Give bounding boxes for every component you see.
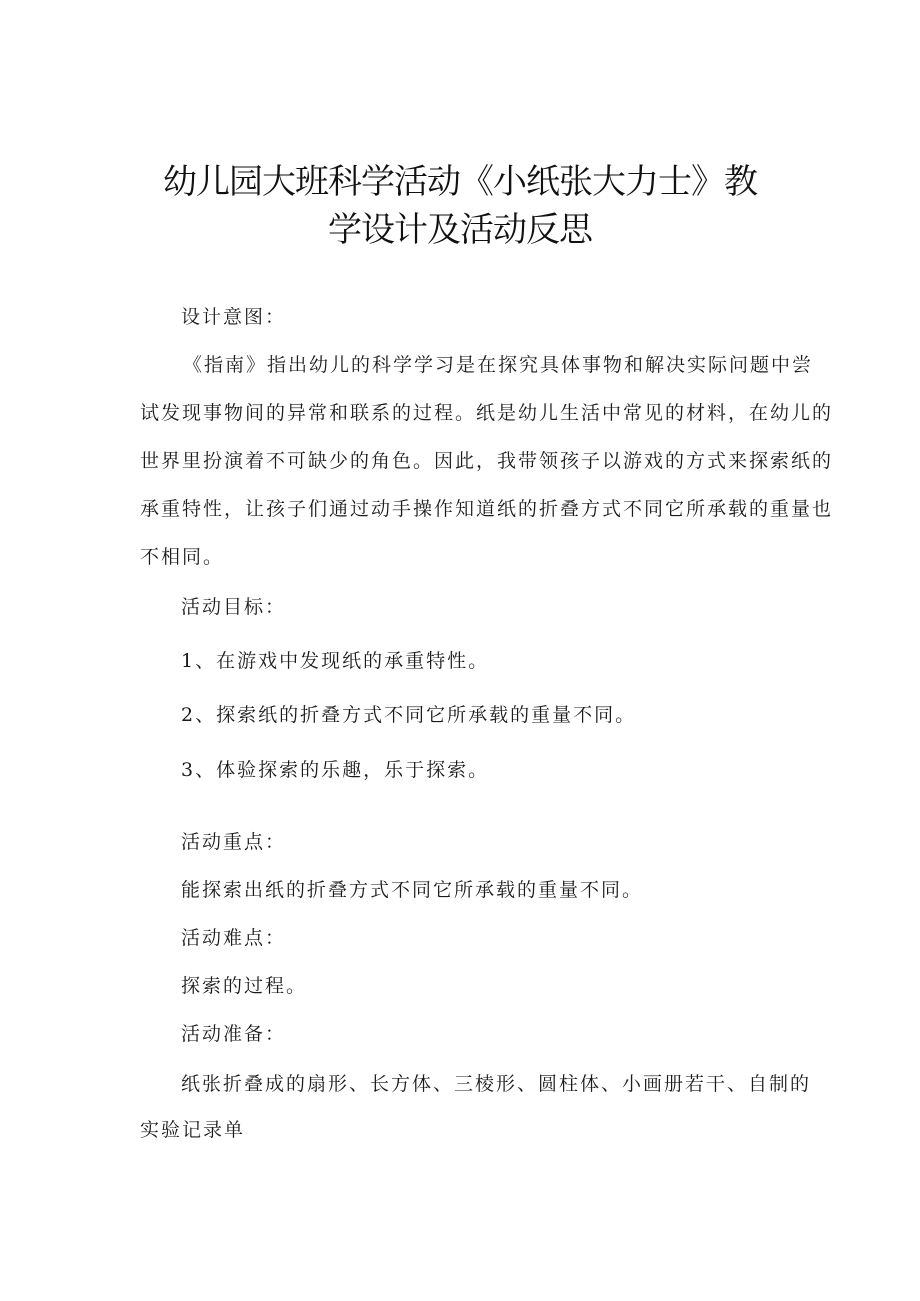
design-intent-line-2: 试发现事物间的异常和联系的过程。纸是幼儿生活中常见的材料，在幼儿的 xyxy=(140,402,834,424)
design-intent-line-4: 承重特性，让孩子们通过动手操作知道纸的折叠方式不同它所承载的重量也 xyxy=(140,498,834,520)
goal-item-3: 3、体验探索的乐趣，乐于探索。 xyxy=(181,759,490,781)
goals-heading: 活动目标： xyxy=(181,596,287,618)
preparation-line-2: 实验记录单 xyxy=(140,1119,246,1141)
design-intent-heading: 设计意图： xyxy=(181,306,287,328)
preparation-heading: 活动准备： xyxy=(181,1023,287,1045)
difficulty-heading: 活动难点： xyxy=(181,927,287,949)
key-point-text: 能探索出纸的折叠方式不同它所承载的重量不同。 xyxy=(181,879,644,901)
design-intent-line-5: 不相同。 xyxy=(140,546,225,568)
key-point-heading: 活动重点： xyxy=(181,831,287,853)
design-intent-line-3: 世界里扮演着不可缺少的角色。因此，我带领孩子以游戏的方式来探索纸的 xyxy=(140,450,834,472)
goal-item-1: 1、在游戏中发现纸的承重特性。 xyxy=(181,650,490,672)
document-title-line-1: 幼儿园大班科学活动《小纸张大力士》教 xyxy=(163,162,757,202)
document-title-line-2: 学设计及活动反思 xyxy=(328,210,592,250)
difficulty-text: 探索的过程。 xyxy=(181,975,308,997)
design-intent-line-1: 《指南》指出幼儿的科学学习是在探究具体事物和解决实际问题中尝 xyxy=(183,354,814,376)
preparation-line-1: 纸张折叠成的扇形、长方体、三棱形、圆柱体、小画册若干、自制的 xyxy=(181,1073,812,1095)
goal-item-2: 2、探索纸的折叠方式不同它所承载的重量不同。 xyxy=(181,704,637,726)
